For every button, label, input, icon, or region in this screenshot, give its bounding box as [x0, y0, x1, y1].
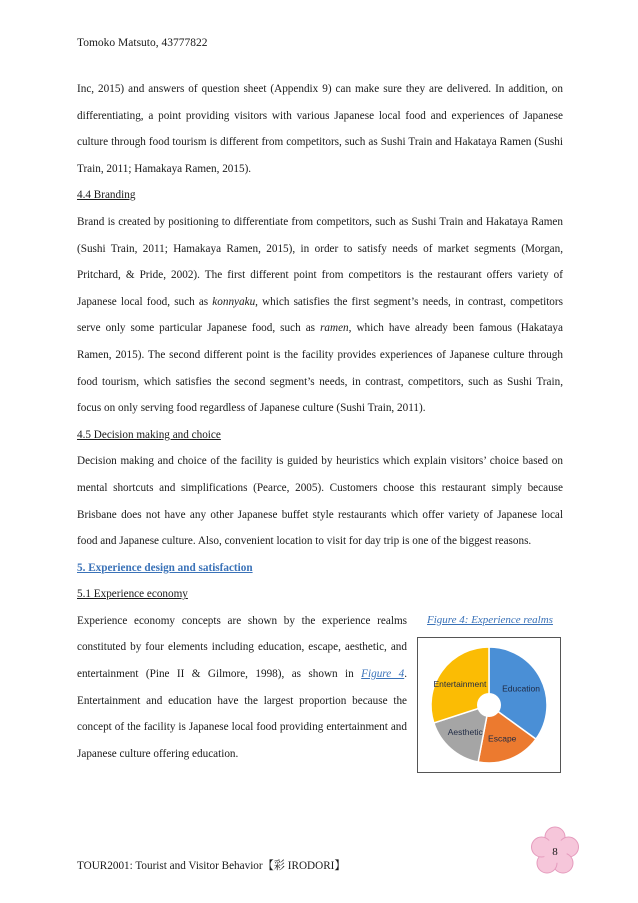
- pie-chart: [418, 638, 560, 772]
- page-content: [77, 76, 563, 798]
- pie-center-hole: [477, 693, 501, 717]
- experience-text-2: . Entertainment and education have the largest proportion because the concept of the facility is Japanese local food providing entertainment and Japanese culture offering education.: [77, 668, 407, 760]
- page-number-flower-badge: [530, 826, 580, 876]
- paragraph-branding: [77, 209, 563, 422]
- pie-label-entertainment: Entertainment: [433, 678, 487, 689]
- paragraph-differentiation: Inc, 2015) and answers of question sheet (Appendix 9) can make sure they are delivered. In addition, on differentiating, a point providing visitors with various Japanese local food and experiences of Japanese culture through food tourism is different from competitors, such as Sushi Train and Hakataya Ramen (Sushi Train, 2011; Hamakaya Ramen, 2015).: [77, 83, 563, 175]
- branding-text-2: , which satisfies the first segment’s needs, in contrast, competitors serve only some particular Japanese food, such as: [77, 295, 563, 335]
- page-footer: TOUR2001: Tourist and Visitor Behavior【彩 IRODORI】: [77, 860, 346, 872]
- page-header: Tomoko Matsuto, 43777822: [77, 37, 208, 49]
- heading-experience-economy: 5.1 Experience economy: [77, 588, 188, 601]
- branding-text-3: , which have already been famous (Hakataya Ramen, 2015). The second different point is the facility provides experiences of Japanese culture through food tourism, which satisfies the second segment’s needs, in contrast, competitors, such as Sushi Train, focus on only serving food regardless of Japanese culture (Sushi Train, 2011).: [77, 322, 563, 415]
- ramen-term: ramen: [320, 322, 349, 335]
- konnyaku-term: konnyaku: [212, 295, 256, 308]
- pie-label-aesthetic: Aesthetic: [447, 726, 483, 737]
- paragraph-experience-economy: [77, 608, 407, 768]
- branding-text-1: Brand is created by positioning to differentiate from competitors, such as Sushi Train and Hakataya Ramen (Sushi Train, 2011; Hamakaya Ramen, 2015), in order to satisfy needs of market segments (Morgan, Pritchard, & Pride, 2002). The first different point from competitors is the restaurant offers variety of Japanese local food, such as: [77, 215, 563, 308]
- heading-branding: 4.4 Branding: [77, 189, 136, 202]
- experience-text-1: Experience economy concepts are shown by the experience realms constituted by four elements including education, escape, aesthetic, and entertainment (Pine II & Gilmore, 1998), as shown in: [77, 614, 407, 681]
- figure-4: [417, 608, 563, 773]
- heading-decision-making: 4.5 Decision making and choice: [77, 428, 221, 441]
- figure-caption: Figure 4: Experience realms: [427, 613, 553, 626]
- paragraph-decision-making: Decision making and choice of the facility is guided by heuristics which explain visitors’ choice based on mental shortcuts and simplifications (Pearce, 2005). Customers choose this restaurant simply because Brisbane does not have any other Japanese buffet style restaurants which offer variety of Japanese local food and Japanese culture. Also, convenient location to visit for day trip is one of the biggest reasons.: [77, 455, 563, 548]
- figure-4-link[interactable]: Figure 4: [361, 668, 405, 681]
- pie-label-escape: Escape: [488, 733, 517, 744]
- pie-label-education: Education: [502, 683, 540, 694]
- figure-frame: [417, 637, 561, 773]
- heading-experience-design: 5. Experience design and satisfaction: [77, 561, 253, 574]
- page-number: 8: [552, 846, 558, 858]
- experience-economy-section: [77, 608, 563, 798]
